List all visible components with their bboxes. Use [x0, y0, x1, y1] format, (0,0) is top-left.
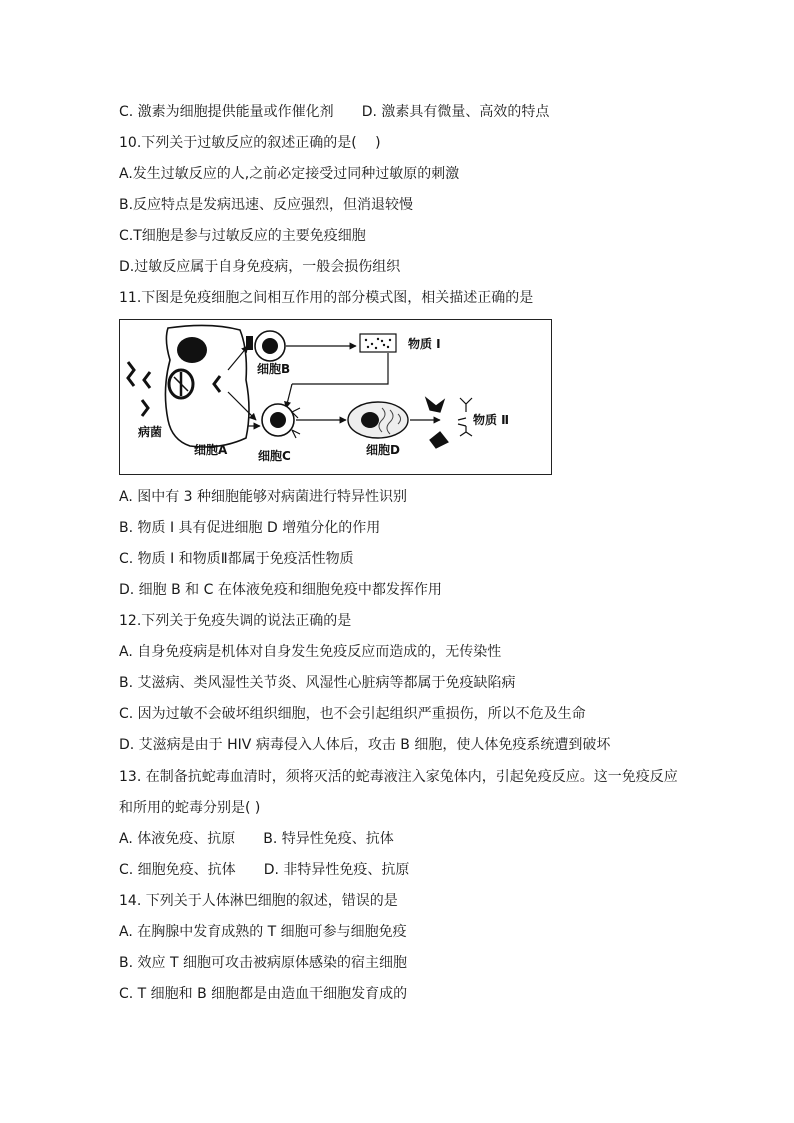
q13-option-a: A. 体液免疫、抗原 — [119, 831, 236, 847]
q12-stem: 12.下列关于免疫失调的说法正确的是 — [119, 613, 352, 629]
q14-stem: 14. 下列关于人体淋巴细胞的叙述，错误的是 — [119, 893, 398, 909]
q12-option-c: C. 因为过敏不会破坏组织细胞，也不会引起组织严重损伤，所以不危及生命 — [119, 706, 586, 722]
q12-option-d: D. 艾滋病是由于 HIV 病毒侵入人体后，攻击 B 细胞，使人体免疫系统遭到破坏 — [119, 737, 611, 753]
q9-option-d: D. 激素具有微量、高效的特点 — [361, 104, 550, 120]
q13-option-c: C. 细胞免疫、抗体 — [119, 862, 236, 878]
q14-option-c: C. T 细胞和 B 细胞都是由造血干细胞发育成的 — [119, 986, 408, 1002]
q10-option-a: A.发生过敏反应的人,之前必定接受过同种过敏原的刺激 — [119, 166, 460, 182]
q10-option-b: B.反应特点是发病迅速、反应强烈，但消退较慢 — [119, 197, 414, 213]
q9-option-c: C. 激素为细胞提供能量或作催化剂 — [119, 104, 334, 120]
immune-cell-diagram — [119, 319, 552, 475]
substance-2-label: 物质 Ⅱ — [473, 413, 510, 427]
q11-stem: 11.下图是免疫细胞之间相互作用的部分模式图，相关描述正确的是 — [119, 290, 534, 306]
pathogen-label: 病菌 — [138, 425, 163, 439]
q13-stem-line1: 13. 在制备抗蛇毒血清时，须将灭活的蛇毒液注入家兔体内，引起免疫反应。这一免疫反应 — [119, 769, 678, 785]
q12-option-b: B. 艾滋病、类风湿性关节炎、风湿性心脏病等都属于免疫缺陷病 — [119, 675, 516, 691]
q10-option-d: D.过敏反应属于自身免疫病，一般会损伤组织 — [119, 259, 401, 275]
q12-option-a: A. 自身免疫病是机体对自身发生免疫反应而造成的，无传染性 — [119, 644, 502, 660]
q11-option-d: D. 细胞 B 和 C 在体液免疫和细胞免疫中都发挥作用 — [119, 582, 442, 598]
q13-stem-line2: 和所用的蛇毒分别是( ) — [119, 800, 261, 816]
cell-c — [262, 404, 300, 438]
q13-option-d: D. 非特异性免疫、抗原 — [263, 862, 410, 878]
cell-b-label: 细胞B — [257, 362, 291, 376]
substance-1-box — [360, 334, 396, 352]
q14-option-b: B. 效应 T 细胞可攻击被病原体感染的宿主细胞 — [119, 955, 407, 971]
q11-option-a: A. 图中有 3 种细胞能够对病菌进行特异性识别 — [119, 489, 408, 505]
q9-options-cd — [119, 103, 549, 121]
q13-options-ab — [119, 830, 394, 848]
substance-1-label: 物质 Ⅰ — [408, 337, 441, 351]
q14-option-a: A. 在胸腺中发育成熟的 T 细胞可参与细胞免疫 — [119, 924, 407, 940]
cell-d-label: 细胞D — [366, 443, 400, 457]
cell-c-label: 细胞C — [258, 449, 291, 463]
q13-option-b: B. 特异性免疫、抗体 — [263, 831, 394, 847]
cell-a — [165, 325, 249, 447]
q11-option-c: C. 物质 I 和物质Ⅱ都属于免疫活性物质 — [119, 551, 354, 567]
cell-d — [348, 402, 408, 438]
cell-b — [255, 331, 285, 361]
q11-option-b: B. 物质 I 具有促进细胞 D 增殖分化的作用 — [119, 520, 381, 536]
q10-stem: 10.下列关于过敏反应的叙述正确的是( ) — [119, 135, 381, 151]
antibody-icon — [426, 398, 472, 448]
q13-options-cd — [119, 861, 409, 879]
cell-a-label: 细胞A — [194, 443, 228, 457]
q10-option-c: C.T细胞是参与过敏反应的主要免疫细胞 — [119, 228, 366, 244]
